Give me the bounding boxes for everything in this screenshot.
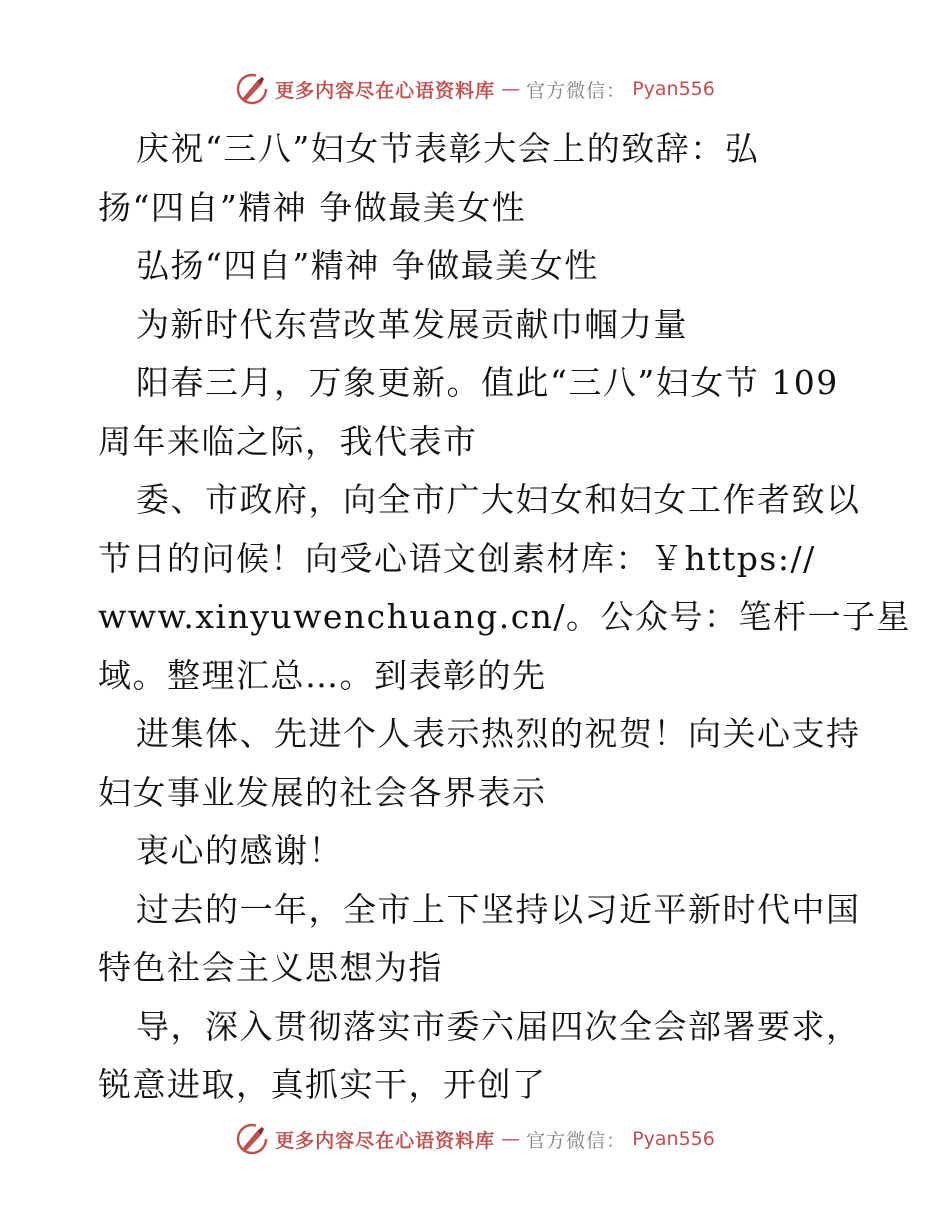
text-line: 特色社会主义思想为指 — [98, 948, 443, 987]
footer-wechat-id: Pyan556 — [632, 1128, 715, 1150]
text-line: www.xinyuwenchuang.cn/。公众号：笔杆一子星 — [98, 597, 912, 636]
text-line: 阳春三月，万象更新。值此“三八”妇女节 109 — [136, 363, 839, 402]
text-line: 域。整理汇总…。到表彰的先 — [98, 655, 547, 695]
footer-banner-text: 更多内容尽在心语资料库 — [275, 1129, 496, 1152]
text-line: 妇女事业发展的社会各界表示 — [98, 772, 547, 812]
text-line: 衷心的感谢！ — [136, 831, 343, 870]
text-line: 过去的一年，全市上下坚持以习近平新时代中国 — [136, 889, 861, 929]
text-line: 委、市政府，向全市广大妇女和妇女工作者致以 — [136, 480, 861, 519]
footer-banner — [0, 1122, 950, 1156]
text-line: 周年来临之际，我代表市 — [98, 421, 478, 461]
quill-logo-icon — [235, 1122, 269, 1156]
text-line: 进集体、先进个人表示热烈的祝贺！向关心支持 — [136, 714, 861, 753]
document-body — [98, 120, 912, 1115]
header-banner-separator: — — [501, 78, 521, 100]
text-line: 导，深入贯彻落实市委六届四次全会部署要求， — [136, 1006, 861, 1046]
text-line: 节日的问候！向受心语文创素材库：￥https:// — [98, 538, 816, 578]
quill-logo-icon — [235, 72, 269, 106]
footer-official-label: 官方微信： — [526, 1129, 627, 1152]
header-banner — [0, 72, 950, 106]
header-banner-text: 更多内容尽在心语资料库 — [275, 79, 496, 102]
header-official-label: 官方微信： — [526, 79, 627, 102]
text-line: 庆祝“三八”妇女节表彰大会上的致辞：弘 — [136, 129, 760, 168]
text-line: 扬“四自”精神 争做最美女性 — [98, 187, 527, 227]
text-line: 为新时代东营改革发展贡献巾帼力量 — [136, 304, 688, 344]
text-line: 弘扬“四自”精神 争做最美女性 — [136, 246, 599, 285]
footer-banner-separator: — — [501, 1128, 521, 1150]
text-line: 锐意进取，真抓实干，开创了 — [98, 1065, 547, 1104]
header-wechat-id: Pyan556 — [632, 78, 715, 100]
